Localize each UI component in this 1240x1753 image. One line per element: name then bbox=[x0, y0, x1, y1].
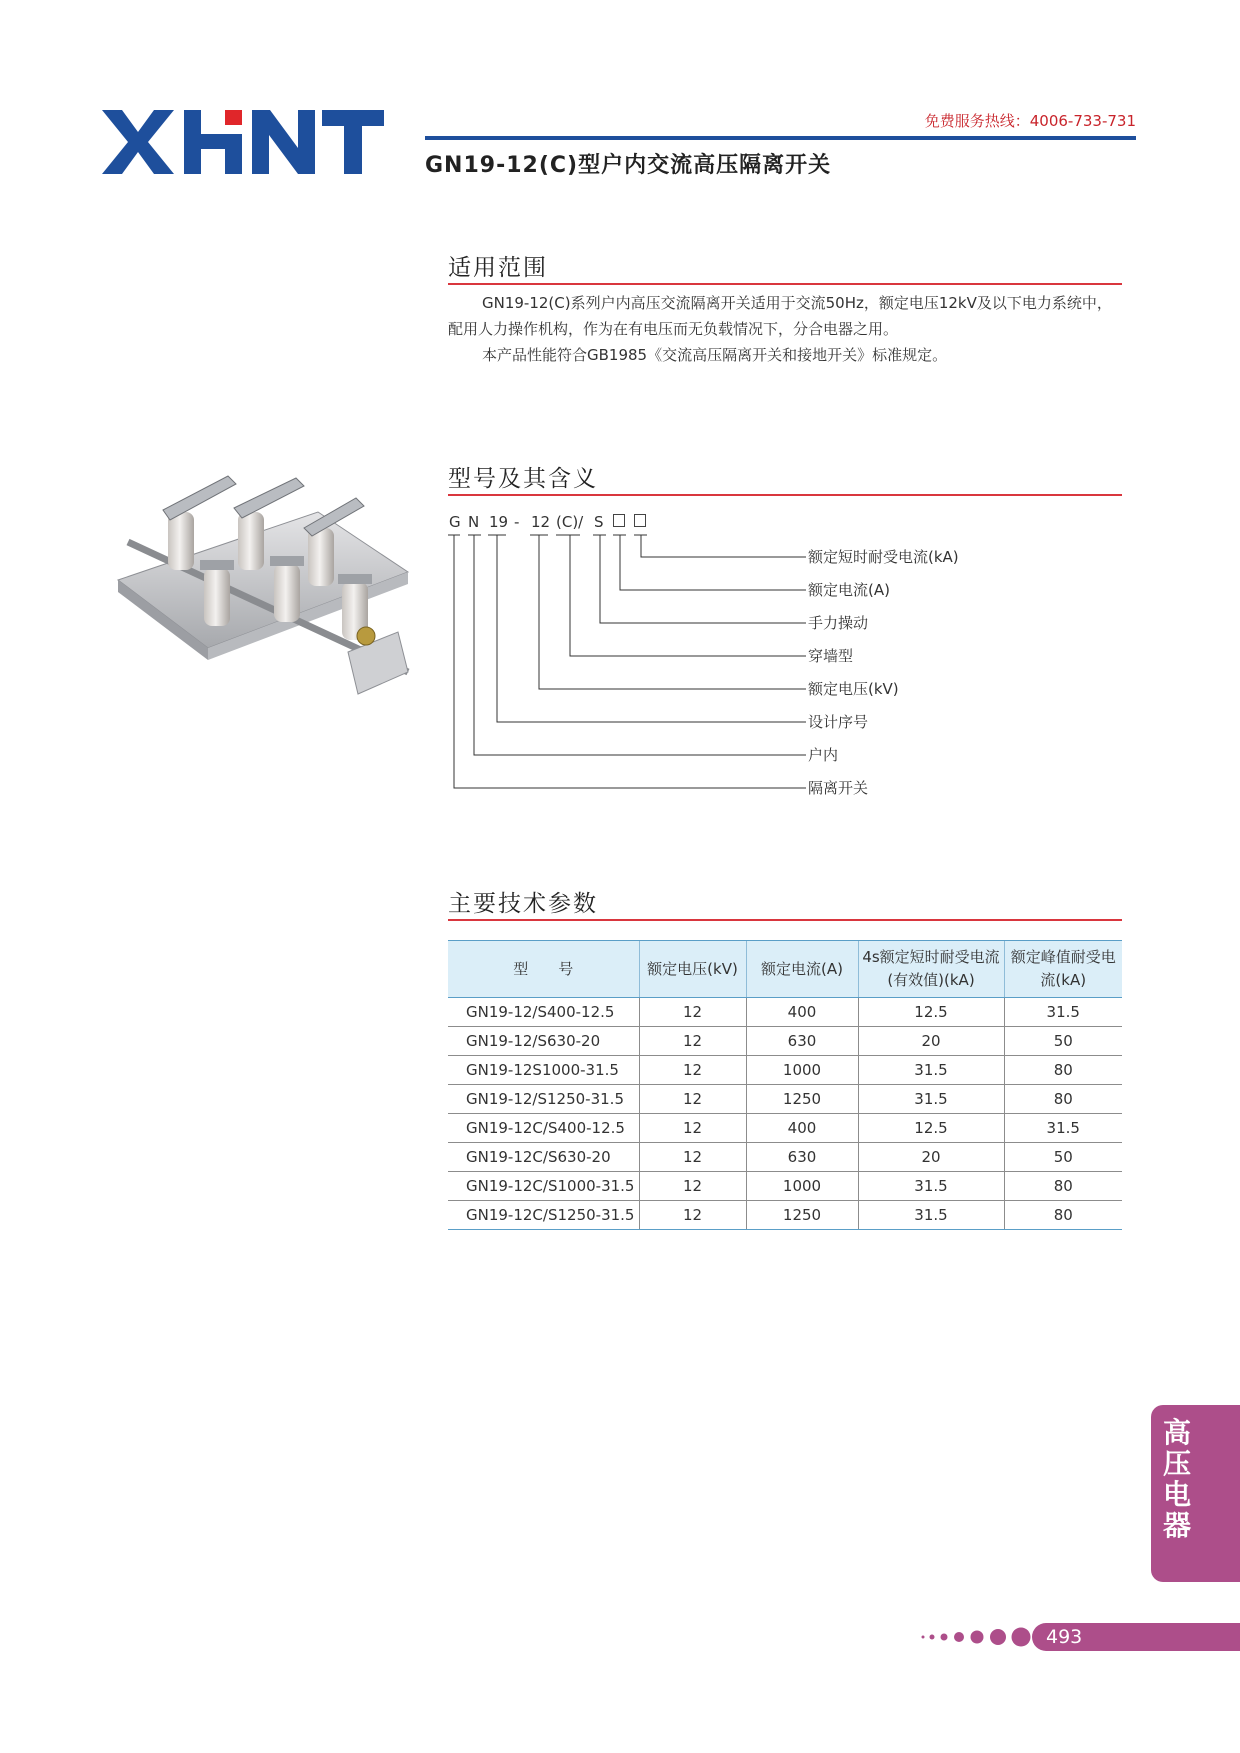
cell-short-time-current: 31.5 bbox=[858, 1172, 1004, 1201]
cell-voltage: 12 bbox=[639, 1085, 746, 1114]
category-side-tab bbox=[1151, 1405, 1240, 1582]
cell-model: GN19-12/S1250-31.5 bbox=[448, 1085, 639, 1114]
cell-short-time-current: 31.5 bbox=[858, 1201, 1004, 1230]
model-code-part: 19 bbox=[489, 513, 509, 531]
table-row bbox=[448, 1056, 1122, 1085]
cell-peak-current: 50 bbox=[1004, 1027, 1122, 1056]
cell-peak-current: 80 bbox=[1004, 1172, 1122, 1201]
section-rule bbox=[448, 283, 1122, 285]
page-number-badge bbox=[1032, 1623, 1240, 1651]
model-code-label: 户内 bbox=[808, 746, 839, 764]
cell-voltage: 12 bbox=[639, 1201, 746, 1230]
model-code-connector-lines bbox=[448, 530, 828, 800]
cell-model: GN19-12C/S400-12.5 bbox=[448, 1114, 639, 1143]
column-header: 4s额定短时耐受电流(有效值)(kA) bbox=[858, 941, 1004, 998]
model-code-part: N bbox=[468, 513, 480, 531]
cell-model: GN19-12C/S630-20 bbox=[448, 1143, 639, 1172]
model-code-label: 隔离开关 bbox=[808, 779, 869, 797]
model-code-part: (C)/ bbox=[556, 513, 584, 531]
model-code-label: 额定电压(kV) bbox=[808, 680, 899, 698]
table-row bbox=[448, 1143, 1122, 1172]
cell-short-time-current: 20 bbox=[858, 1027, 1004, 1056]
cell-current: 630 bbox=[746, 1143, 858, 1172]
cell-model: GN19-12/S400-12.5 bbox=[448, 998, 639, 1027]
cell-current: 400 bbox=[746, 998, 858, 1027]
model-code-label: 手力操动 bbox=[808, 614, 869, 632]
cell-voltage: 12 bbox=[639, 998, 746, 1027]
cell-voltage: 12 bbox=[639, 1143, 746, 1172]
cell-short-time-current: 31.5 bbox=[858, 1085, 1004, 1114]
page-number: 493 bbox=[1046, 1626, 1083, 1648]
model-code-placeholder-box bbox=[634, 514, 646, 527]
table-row bbox=[448, 998, 1122, 1027]
cell-model: GN19-12/S630-20 bbox=[448, 1027, 639, 1056]
cell-voltage: 12 bbox=[639, 1056, 746, 1085]
table-header-row bbox=[448, 941, 1122, 998]
scope-paragraph: GN19-12(C)系列户内高压交流隔离开关适用于交流50Hz，额定电压12kV及以下电力系统中，配用人力操作机构，作为在有电压而无负载情况下，分合电器之用。 bbox=[448, 294, 1112, 338]
section-rule bbox=[448, 494, 1122, 496]
model-code-label: 设计序号 bbox=[808, 713, 869, 731]
cell-voltage: 12 bbox=[639, 1114, 746, 1143]
cell-peak-current: 31.5 bbox=[1004, 1114, 1122, 1143]
product-title: GN19-12(C)型户内交流高压隔离开关 bbox=[425, 153, 832, 178]
table-row bbox=[448, 1027, 1122, 1056]
table-row bbox=[448, 1172, 1122, 1201]
column-header: 额定电压(kV) bbox=[639, 941, 746, 998]
table-row bbox=[448, 1114, 1122, 1143]
scope-description bbox=[448, 290, 1122, 368]
cell-short-time-current: 12.5 bbox=[858, 998, 1004, 1027]
cell-current: 1000 bbox=[746, 1172, 858, 1201]
service-hotline: 免费服务热线：4006-733-731 bbox=[924, 112, 1136, 130]
model-code-label: 额定短时耐受电流(kA) bbox=[808, 548, 959, 566]
section-heading-scope: 适用范围 bbox=[448, 255, 548, 281]
section-heading-specs: 主要技术参数 bbox=[448, 891, 598, 917]
table-row bbox=[448, 1085, 1122, 1114]
header-rule bbox=[425, 136, 1136, 140]
section-heading-model: 型号及其含义 bbox=[448, 466, 598, 492]
cell-current: 1250 bbox=[746, 1085, 858, 1114]
model-code-label: 穿墙型 bbox=[808, 647, 854, 665]
cell-voltage: 12 bbox=[639, 1172, 746, 1201]
table-row bbox=[448, 1201, 1122, 1230]
column-header: 型 号 bbox=[448, 941, 639, 998]
page-dots-decoration bbox=[920, 1626, 1032, 1648]
model-code-part: - bbox=[514, 513, 520, 531]
cell-short-time-current: 20 bbox=[858, 1143, 1004, 1172]
product-photo bbox=[108, 472, 422, 708]
cell-peak-current: 31.5 bbox=[1004, 998, 1122, 1027]
cell-current: 1250 bbox=[746, 1201, 858, 1230]
cell-current: 1000 bbox=[746, 1056, 858, 1085]
cell-peak-current: 50 bbox=[1004, 1143, 1122, 1172]
cell-short-time-current: 31.5 bbox=[858, 1056, 1004, 1085]
cell-short-time-current: 12.5 bbox=[858, 1114, 1004, 1143]
column-header: 额定电流(A) bbox=[746, 941, 858, 998]
cell-model: GN19-12C/S1000-31.5 bbox=[448, 1172, 639, 1201]
cell-model: GN19-12C/S1250-31.5 bbox=[448, 1201, 639, 1230]
model-code-part: S bbox=[594, 513, 604, 531]
model-code-placeholder-box bbox=[613, 514, 625, 527]
spec-table bbox=[448, 940, 1122, 1230]
cell-peak-current: 80 bbox=[1004, 1201, 1122, 1230]
cell-peak-current: 80 bbox=[1004, 1085, 1122, 1114]
cell-peak-current: 80 bbox=[1004, 1056, 1122, 1085]
cell-voltage: 12 bbox=[639, 1027, 746, 1056]
brand-logo bbox=[102, 104, 384, 176]
model-code-part: 12 bbox=[531, 513, 551, 531]
cell-model: GN19-12S1000-31.5 bbox=[448, 1056, 639, 1085]
column-header: 额定峰值耐受电流(kA) bbox=[1004, 941, 1122, 998]
model-code-label: 额定电流(A) bbox=[808, 581, 890, 599]
cell-current: 630 bbox=[746, 1027, 858, 1056]
model-code-part: G bbox=[449, 513, 461, 531]
section-rule bbox=[448, 919, 1122, 921]
scope-paragraph: 本产品性能符合GB1985《交流高压隔离开关和接地开关》标准规定。 bbox=[482, 346, 948, 364]
cell-current: 400 bbox=[746, 1114, 858, 1143]
category-label: 高压电器 bbox=[1162, 1416, 1191, 1542]
